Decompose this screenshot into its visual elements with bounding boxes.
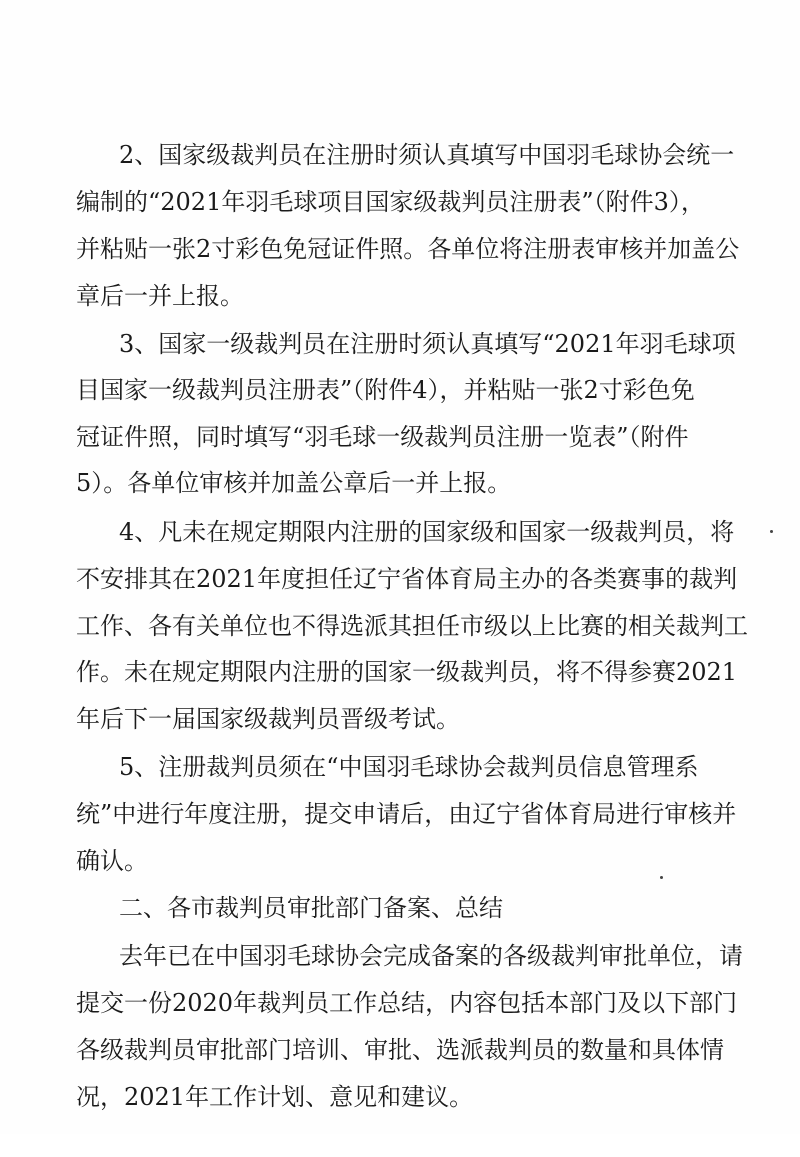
section-heading bbox=[0, 848, 800, 922]
line-text: 3、国家一级裁判员在注册时须认真填写“2021年羽毛球项 bbox=[119, 330, 736, 358]
text-line bbox=[0, 189, 800, 263]
line-text: 不安排其在2021年度担任辽宁省体育局主办的各类赛事的裁判 bbox=[76, 565, 738, 593]
text-line bbox=[0, 330, 800, 404]
line-text: 作。未在规定期限内注册的国家一级裁判员，将不得参赛2021 bbox=[76, 658, 738, 686]
text-line bbox=[0, 142, 800, 216]
text-line bbox=[0, 754, 800, 828]
line-text: 统”中进行年度注册，提交申请后，由辽宁省体育局进行审核并 bbox=[76, 800, 737, 828]
text-line bbox=[0, 943, 800, 1017]
line-text: 工作、各有关单位也不得选派其担任市级以上比赛的相关裁判工 bbox=[76, 612, 748, 640]
text-line bbox=[0, 519, 800, 593]
text-line bbox=[0, 612, 800, 686]
text-line bbox=[0, 95, 800, 169]
text-line bbox=[0, 896, 800, 970]
scan-speck bbox=[770, 530, 773, 533]
line-text: 5、注册裁判员须在“中国羽毛球协会裁判员信息管理系 bbox=[119, 753, 699, 781]
line-text: 况，2021年工作计划、意见和建议。 bbox=[76, 1083, 474, 1111]
line-text: 2、国家级裁判员在注册时须认真填写中国羽毛球协会统一 bbox=[119, 141, 735, 169]
text-line bbox=[0, 801, 800, 875]
line-text: 5）。各单位审核并加盖公章后一并上报。 bbox=[76, 469, 512, 497]
line-text: 冠证件照，同时填写“羽毛球一级裁判员注册一览表”（附件 bbox=[76, 423, 689, 451]
text-line bbox=[0, 284, 800, 358]
text-line bbox=[0, 566, 800, 640]
text-line bbox=[0, 659, 800, 733]
line-text: 章后一并上报。 bbox=[76, 282, 244, 310]
line-text: 各级裁判员审批部门培训、审批、选派裁判员的数量和具体情 bbox=[76, 1036, 724, 1064]
text-line bbox=[0, 707, 800, 781]
line-text: 4、凡未在规定期限内注册的国家级和国家一级裁判员，将 bbox=[119, 518, 735, 546]
text-line bbox=[0, 377, 800, 451]
text-line bbox=[0, 1037, 800, 1111]
line-text: 并粘贴一张2寸彩色免冠证件照。各单位将注册表审核并加盖公 bbox=[76, 235, 740, 263]
text-line bbox=[0, 236, 800, 310]
heading-text: 二、各市裁判员审批部门备案、总结 bbox=[119, 894, 503, 922]
line-text: 目国家一级裁判员注册表”（附件4），并粘贴一张2寸彩色免 bbox=[76, 376, 695, 404]
line-text: 去年已在中国羽毛球协会完成备案的各级裁判审批单位，请 bbox=[119, 942, 743, 970]
line-text: 年后下一届国家级裁判员晋级考试。 bbox=[76, 705, 460, 733]
line-text: 确认。 bbox=[76, 847, 148, 875]
scan-speck bbox=[660, 876, 663, 879]
line-text: 提交一份2020年裁判员工作总结，内容包括本部门及以下部门 bbox=[76, 989, 738, 1017]
text-line bbox=[0, 990, 800, 1064]
text-line bbox=[0, 472, 800, 546]
line-text: 编制的“2021年羽毛球项目国家级裁判员注册表”（附件3）， bbox=[76, 188, 705, 216]
text-line bbox=[0, 423, 800, 497]
